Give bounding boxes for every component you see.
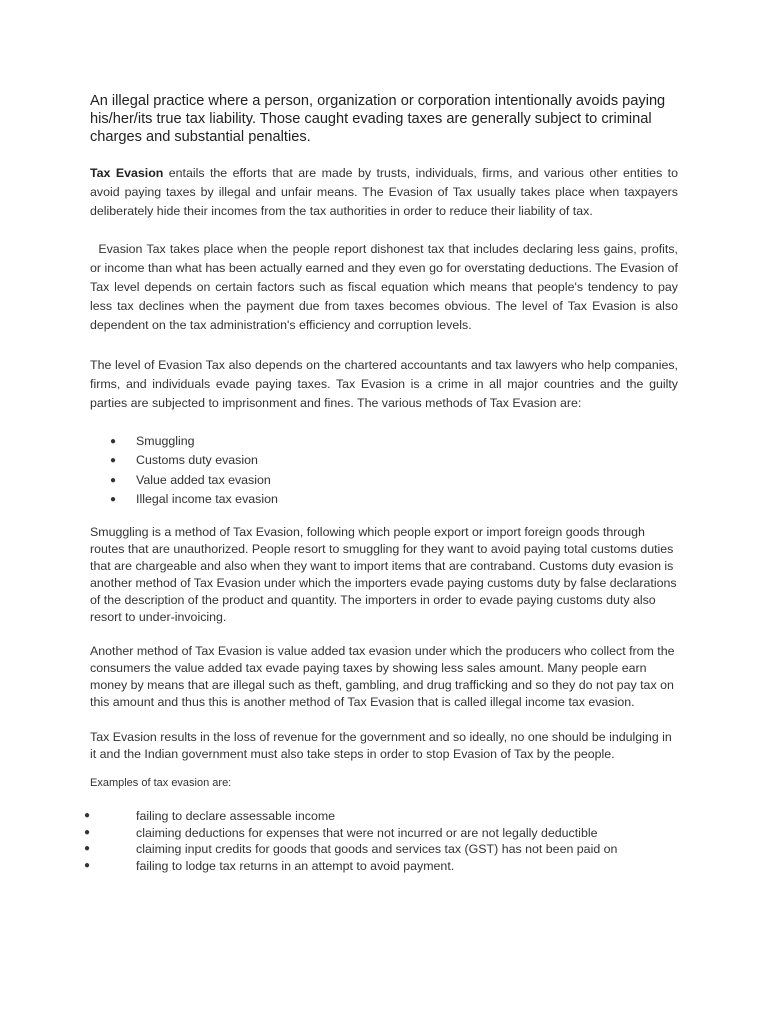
bullet-icon: ● (84, 810, 91, 821)
list-item: ● claiming input credits for goods that goods and services tax (GST) has not been paid on (84, 842, 618, 856)
list-item: ● failing to declare assessable income (84, 809, 336, 823)
examples-list (84, 808, 617, 874)
list-item: ● Illegal income tax evasion (104, 490, 278, 509)
list-item: ● Smuggling (104, 432, 278, 451)
bullet-icon: ● (110, 474, 117, 486)
list-item: ● Value added tax evasion (104, 471, 278, 490)
smuggling-paragraph: Smuggling is a method of Tax Evasion, following which people export or import foreign goods through routes that are unauthorized. People resort to smuggling for they want to avoid paying total customs duties that are chargeable and also when they want to import items that are contraband. Customs duty evasion is another method of Tax Evasion under which the importers evade paying customs duty by false declarations of the description of the product and quantity. The importers in order to evade paying customs duty also resort to under-invoicing. (90, 525, 677, 624)
bullet-icon: ● (110, 493, 117, 505)
list-item: ● Customs duty evasion (104, 451, 278, 470)
bullet-icon: ● (84, 859, 91, 871)
bullet-icon: ● (110, 436, 117, 447)
conclusion-paragraph: Tax Evasion results in the loss of revenue for the government and so ideally, no one should be indulging in it and the Indian government must also take steps in order to stop Evasion of Tax by the people. (90, 730, 672, 761)
methods-list (104, 432, 278, 509)
evasion-factors-paragraph: Evasion Tax takes place when the people report dishonest tax that includes declaring less gains, profits, or income than what has been actually earned and they even go for overstating deductions. The Evasion of Tax level depends on certain factors such as fiscal equation which means that people's tendency to pay less tax declines when the payment due from taxes becomes obvious. The level of Tax Evasion is also dependent on the tax administration's efficiency and corruption levels. (90, 242, 678, 332)
list-item: ● claiming deductions for expenses that were not incurred or are not legally deductible (84, 825, 598, 840)
list-item: ● failing to lodge tax returns in an attempt to avoid payment. (84, 858, 455, 873)
bullet-icon: ● (84, 826, 91, 838)
bullet-icon: ● (84, 843, 91, 854)
bullet-icon: ● (110, 455, 117, 467)
tax-evasion-definition-paragraph (90, 164, 678, 221)
tax-evasion-term: Tax Evasion (90, 166, 164, 180)
definition-text: entails the efforts that are made by trusts, individuals, firms, and various other entities to avoid paying taxes by illegal and unfair means. The Evasion of Tax usually takes place when taxpayers deliberately hide their incomes from the tax authorities in order to reduce their liability of tax. (90, 166, 678, 218)
methods-intro-paragraph: The level of Evasion Tax also depends on the chartered accountants and tax lawyers who help companies, firms, and individuals evade paying taxes. Tax Evasion is a crime in all major countries and the guilty parties are subjected to imprisonment and fines. The various methods of Tax Evasion are: (90, 358, 678, 410)
vat-evasion-paragraph: Another method of Tax Evasion is value added tax evasion under which the producers who collect from the consumers the value added tax evade paying taxes by showing less sales amount. Many people earn money by means that are illegal such as theft, gambling, and drug trafficking and so they do not pay tax on this amount and thus this is another method of Tax Evasion that is called illegal income tax evasion. (90, 644, 675, 709)
intro-paragraph: An illegal practice where a person, organization or corporation intentionally avoids paying his/her/its true tax liability. Those caught evading taxes are generally subject to criminal charges and substantial penalties. (90, 93, 666, 145)
examples-heading: Examples of tax evasion are: (90, 777, 232, 789)
